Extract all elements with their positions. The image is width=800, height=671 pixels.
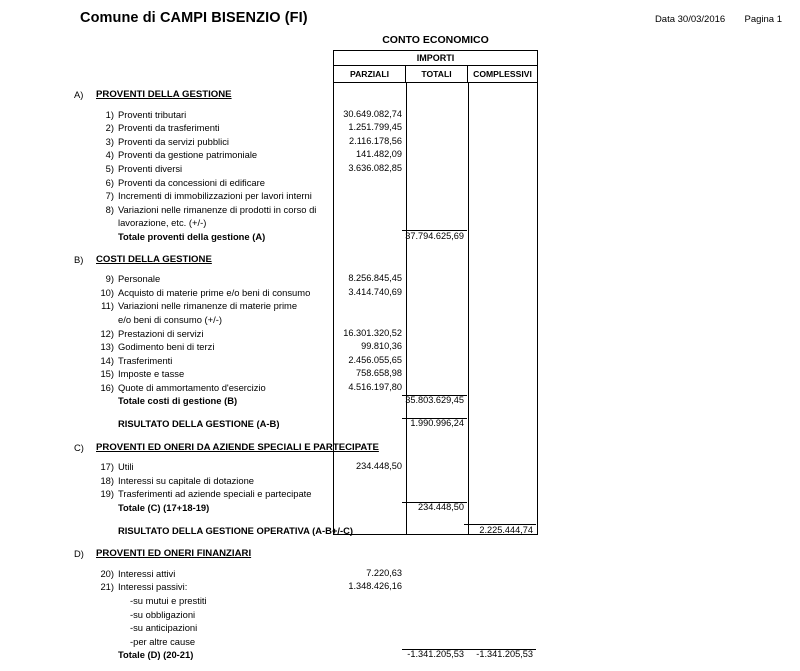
line-item-number: 10) bbox=[100, 286, 114, 298]
line-item-row bbox=[0, 474, 800, 488]
section-letter: B) bbox=[74, 253, 84, 265]
section-heading bbox=[0, 547, 800, 561]
line-item-row bbox=[0, 121, 800, 135]
amount-parziali: 30.649.082,74 bbox=[343, 108, 402, 119]
row-spacer bbox=[0, 408, 800, 417]
line-item-row bbox=[0, 487, 800, 501]
total-label: Totale (C) (17+18-19) bbox=[118, 502, 210, 514]
line-item-label: Proventi da concessioni di edificare bbox=[118, 176, 265, 188]
line-item-row bbox=[0, 621, 800, 635]
total-row bbox=[0, 501, 800, 515]
line-item-number: 18) bbox=[100, 474, 114, 486]
line-item-subitem: -su mutui e prestiti bbox=[130, 595, 207, 606]
total-label: Totale (D) (20-21) bbox=[118, 649, 194, 661]
line-item-label: Acquisto di materie prime e/o beni di consumo bbox=[118, 286, 311, 298]
line-item-number: 13) bbox=[100, 341, 114, 353]
line-item-label: Imposte e tasse bbox=[118, 368, 185, 380]
line-item-label: Trasferimenti ad aziende speciali e partecipate bbox=[118, 488, 312, 500]
line-item-row bbox=[0, 176, 800, 190]
line-item-subitem: -per altre cause bbox=[130, 635, 196, 647]
line-item-label: Proventi da gestione patrimoniale bbox=[118, 149, 258, 161]
line-item-number: 20) bbox=[100, 567, 114, 579]
row-spacer bbox=[0, 244, 800, 253]
amount-totali: 37.794.625,69 bbox=[405, 230, 464, 244]
section-letter: C) bbox=[74, 441, 84, 453]
line-item-number: 19) bbox=[100, 488, 114, 500]
line-item-number: 16) bbox=[100, 381, 114, 393]
line-item-row bbox=[0, 148, 800, 162]
amount-parziali: 99.810,36 bbox=[361, 341, 402, 352]
line-item-subitem: -su anticipazioni bbox=[130, 622, 198, 634]
line-item-row bbox=[0, 635, 800, 649]
total-row bbox=[0, 648, 800, 662]
amount-parziali: 1.251.799,45 bbox=[348, 122, 402, 133]
line-item-number: 15) bbox=[100, 368, 114, 380]
line-item-number: 9) bbox=[105, 273, 114, 285]
line-item-row bbox=[0, 216, 800, 230]
line-item-row bbox=[0, 367, 800, 381]
line-item-label: Interessi su capitale di dotazione bbox=[118, 474, 255, 486]
column-header-parziali: PARZIALI bbox=[334, 66, 406, 82]
line-item-number: 7) bbox=[105, 190, 114, 202]
table-column-headers bbox=[334, 66, 537, 83]
page-title: Comune di CAMPI BISENZIO (FI) bbox=[80, 10, 308, 26]
line-item-number: 17) bbox=[100, 461, 114, 473]
amount-parziali: 758.658,98 bbox=[356, 368, 402, 379]
line-item-number: 3) bbox=[105, 135, 114, 147]
line-item-label: Variazioni nelle rimanenze di materie prime bbox=[118, 300, 298, 312]
line-item-label: Personale bbox=[118, 273, 161, 285]
result-row bbox=[0, 524, 800, 538]
amount-complessivi: -1.341.205,53 bbox=[467, 648, 533, 662]
result-amount-totali: 1.990.996,24 bbox=[405, 417, 464, 431]
result-label: RISULTATO DELLA GESTIONE (A-B) bbox=[118, 418, 280, 430]
page-number: Pagina 1 bbox=[744, 14, 782, 25]
line-item-row bbox=[0, 203, 800, 217]
line-item-row bbox=[0, 460, 800, 474]
line-item-row bbox=[0, 354, 800, 368]
row-spacer bbox=[0, 515, 800, 524]
section-heading bbox=[0, 441, 800, 455]
amount-totali: 234.448,50 bbox=[405, 501, 464, 515]
line-item-label: Quote di ammortamento d'esercizio bbox=[118, 381, 266, 393]
line-item-label: Proventi diversi bbox=[118, 162, 183, 174]
line-item-label: Variazioni nelle rimanenze di prodotti in corso di bbox=[118, 203, 317, 215]
line-item-label: Trasferimenti bbox=[118, 354, 173, 366]
section-letter: D) bbox=[74, 548, 84, 560]
column-header-totali: TOTALI bbox=[406, 66, 468, 82]
line-item-continuation: lavorazione, etc. (+/-) bbox=[118, 217, 207, 229]
line-item-label: Interessi passivi: bbox=[118, 581, 188, 593]
section-title: COSTI DELLA GESTIONE bbox=[96, 253, 212, 265]
line-item-row bbox=[0, 340, 800, 354]
line-item-row bbox=[0, 567, 800, 581]
line-item-row bbox=[0, 286, 800, 300]
amount-parziali: 16.301.320,52 bbox=[343, 327, 402, 338]
amount-parziali: 234.448,50 bbox=[356, 461, 402, 472]
line-item-label: Proventi da servizi pubblici bbox=[118, 135, 229, 147]
line-item-row bbox=[0, 272, 800, 286]
line-item-number: 11) bbox=[101, 300, 114, 312]
section-letter: A) bbox=[74, 89, 84, 100]
line-item-row bbox=[0, 108, 800, 122]
line-item-number: 6) bbox=[105, 176, 114, 188]
line-item-number: 21) bbox=[100, 581, 114, 593]
line-item-label: Incrementi di immobilizzazioni per lavori interni bbox=[118, 190, 312, 202]
line-item-row bbox=[0, 162, 800, 176]
line-item-row bbox=[0, 299, 800, 313]
column-header-complessivi: COMPLESSIVI bbox=[473, 69, 532, 79]
section-title: PROVENTI ED ONERI FINANZIARI bbox=[96, 548, 252, 560]
table-group-header: IMPORTI bbox=[334, 51, 537, 66]
statement-rows bbox=[0, 88, 800, 671]
amount-parziali: 8.256.845,45 bbox=[348, 273, 402, 284]
document-meta bbox=[655, 14, 782, 25]
line-item-label: Prestazioni di servizi bbox=[118, 327, 204, 339]
line-item-number: 4) bbox=[105, 149, 114, 161]
line-item-row bbox=[0, 608, 800, 622]
result-amount-complessivi: 2.225.444,74 bbox=[467, 524, 533, 538]
line-item-row bbox=[0, 313, 800, 327]
line-item-number: 8) bbox=[105, 203, 114, 215]
line-item-label: Interessi attivi bbox=[118, 567, 176, 579]
total-label: Totale costi di gestione (B) bbox=[118, 395, 238, 407]
line-item-row bbox=[0, 580, 800, 594]
result-row bbox=[0, 417, 800, 431]
line-item-number: 2) bbox=[105, 122, 114, 134]
row-spacer bbox=[0, 537, 800, 547]
section-title: PROVENTI ED ONERI DA AZIENDE SPECIALI E PARTECIPATE bbox=[96, 441, 379, 453]
total-row bbox=[0, 230, 800, 244]
table-caption: CONTO ECONOMICO bbox=[382, 34, 489, 46]
amount-parziali: 3.414.740,69 bbox=[348, 286, 402, 297]
line-item-subitem: -su obbligazioni bbox=[130, 608, 196, 620]
amount-totali: -1.341.205,53 bbox=[405, 648, 464, 662]
amount-parziali: 3.636.082,85 bbox=[348, 162, 402, 173]
amount-parziali: 1.348.426,16 bbox=[348, 581, 402, 592]
line-item-row bbox=[0, 189, 800, 203]
line-item-number: 14) bbox=[100, 354, 114, 366]
line-item-row bbox=[0, 135, 800, 149]
line-item-label: Utili bbox=[118, 461, 134, 473]
amount-parziali: 2.116.178,56 bbox=[349, 135, 402, 146]
result-label: RISULTATO DELLA GESTIONE OPERATIVA (A-B+/-C) bbox=[118, 524, 353, 536]
line-item-number: 12) bbox=[100, 327, 114, 339]
line-item-number: 5) bbox=[105, 162, 114, 174]
amount-parziali: 4.516.197,80 bbox=[348, 381, 402, 392]
amount-parziali: 7.220,63 bbox=[366, 567, 402, 578]
row-spacer bbox=[0, 431, 800, 441]
line-item-number: 1) bbox=[105, 108, 114, 120]
line-item-continuation: e/o beni di consumo (+/-) bbox=[118, 313, 222, 325]
amount-parziali: 141.482,09 bbox=[356, 149, 402, 160]
section-heading bbox=[0, 253, 800, 267]
line-item-label: Proventi da trasferimenti bbox=[118, 122, 220, 134]
amount-parziali: 2.456.055,65 bbox=[348, 354, 402, 365]
line-item-label: Godimento beni di terzi bbox=[118, 341, 215, 353]
line-item-row bbox=[0, 381, 800, 395]
section-heading bbox=[0, 88, 800, 102]
row-spacer bbox=[0, 662, 800, 671]
line-item-row bbox=[0, 594, 800, 608]
amount-totali: 35.803.629,45 bbox=[405, 394, 464, 408]
line-item-row bbox=[0, 327, 800, 341]
line-item-label: Proventi tributari bbox=[118, 108, 187, 120]
document-date: Data 30/03/2016 bbox=[654, 14, 726, 25]
total-label: Totale proventi della gestione (A) bbox=[118, 230, 266, 242]
total-row bbox=[0, 394, 800, 408]
section-title: PROVENTI DELLA GESTIONE bbox=[96, 89, 232, 100]
